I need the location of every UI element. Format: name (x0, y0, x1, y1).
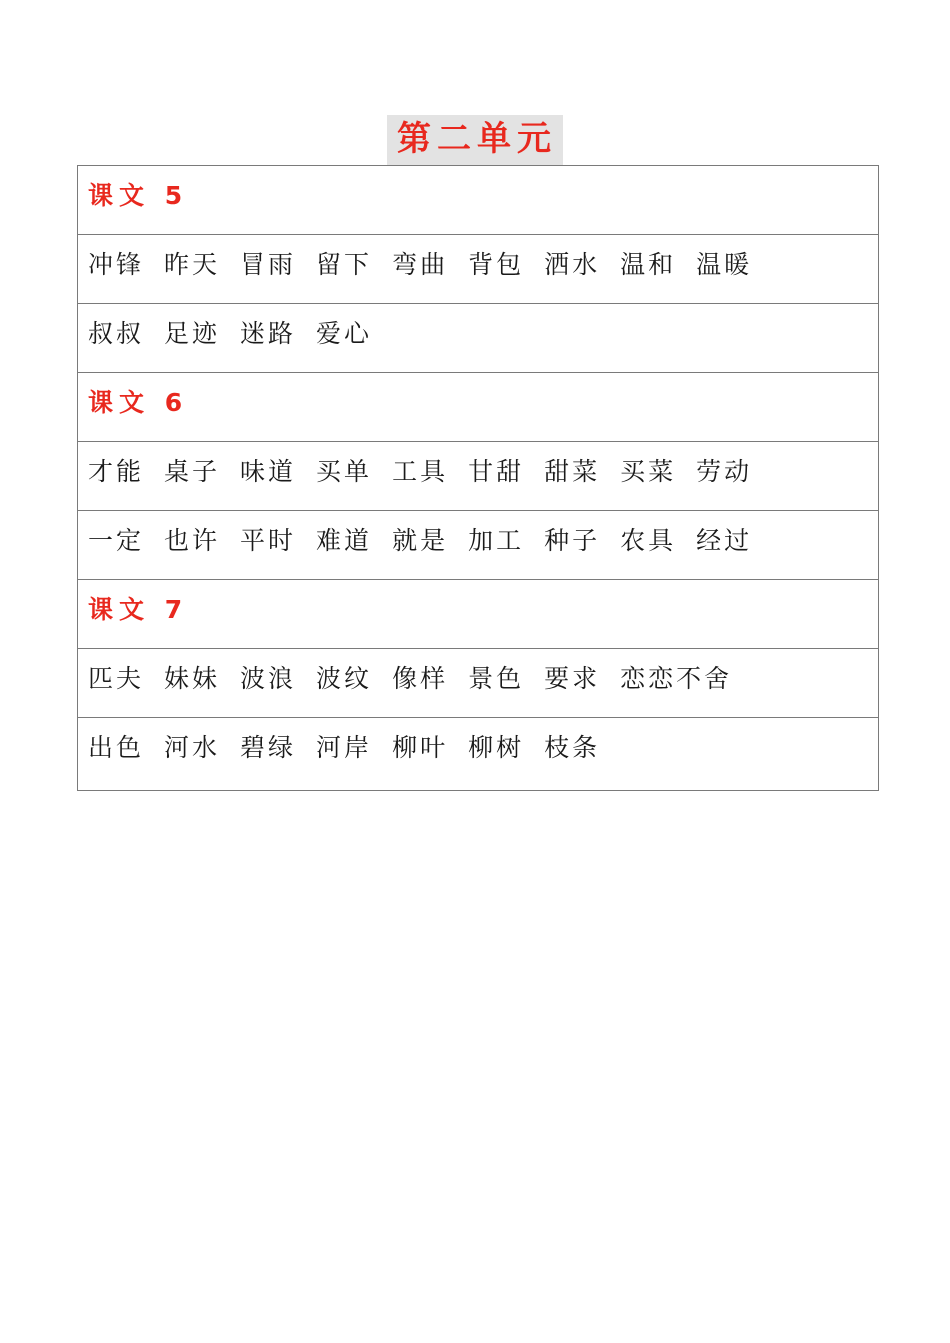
word-row (78, 511, 878, 580)
vocab-word: 昨天 (164, 250, 221, 279)
vocab-word: 迷路 (240, 319, 297, 348)
vocab-word: 叔叔 (88, 319, 145, 348)
vocab-word: 像样 (392, 664, 449, 693)
lesson-header-row (78, 373, 878, 442)
vocab-word: 一定 (88, 526, 145, 555)
vocab-word: 温暖 (696, 250, 753, 279)
word-row (78, 235, 878, 304)
row-content (88, 450, 868, 490)
vocab-word: 河水 (164, 733, 221, 762)
row-content (88, 588, 868, 628)
vocab-word: 甜菜 (544, 457, 601, 486)
vocab-word: 难道 (316, 526, 373, 555)
word-row (78, 718, 878, 790)
vocab-word: 温和 (620, 250, 677, 279)
word-row (78, 442, 878, 511)
lesson-label: 课文 7 (88, 595, 189, 624)
row-content (88, 243, 868, 283)
row-content (88, 657, 868, 697)
vocab-word: 加工 (468, 526, 525, 555)
word-row (78, 649, 878, 718)
vocab-word: 妹妹 (164, 664, 221, 693)
lesson-label: 课文 5 (88, 181, 189, 210)
vocab-word: 要求 (544, 664, 601, 693)
vocab-word: 足迹 (164, 319, 221, 348)
vocab-word: 恋恋不舍 (620, 664, 733, 693)
vocab-word: 冒雨 (240, 250, 297, 279)
vocab-word: 背包 (468, 250, 525, 279)
unit-title: 第二单元 (387, 115, 563, 165)
vocab-word: 就是 (392, 526, 449, 555)
vocab-word: 波纹 (316, 664, 373, 693)
row-content (88, 174, 868, 214)
vocab-word: 河岸 (316, 733, 373, 762)
vocab-word: 留下 (316, 250, 373, 279)
vocab-word: 买菜 (620, 457, 677, 486)
vocab-word: 枝条 (544, 733, 601, 762)
vocab-word: 劳动 (696, 457, 753, 486)
vocab-word: 爱心 (316, 319, 373, 348)
vocab-word: 农具 (620, 526, 677, 555)
vocab-table (77, 165, 879, 791)
vocab-word: 经过 (696, 526, 753, 555)
vocab-word: 买单 (316, 457, 373, 486)
vocab-word: 甘甜 (468, 457, 525, 486)
vocab-word: 桌子 (164, 457, 221, 486)
row-content (88, 519, 868, 559)
vocab-word: 洒水 (544, 250, 601, 279)
row-content (88, 381, 868, 421)
lesson-label: 课文 6 (88, 388, 189, 417)
vocab-word: 出色 (88, 733, 145, 762)
row-content (88, 312, 868, 352)
vocab-word: 才能 (88, 457, 145, 486)
vocab-word: 匹夫 (88, 664, 145, 693)
vocab-word: 碧绿 (240, 733, 297, 762)
vocab-word: 工具 (392, 457, 449, 486)
vocab-word: 味道 (240, 457, 297, 486)
lesson-header-row (78, 580, 878, 649)
title-wrap (0, 115, 950, 165)
vocab-word: 冲锋 (88, 250, 145, 279)
row-content (88, 726, 868, 766)
vocab-word: 也许 (164, 526, 221, 555)
vocab-word: 柳树 (468, 733, 525, 762)
vocab-word: 柳叶 (392, 733, 449, 762)
vocab-word: 弯曲 (392, 250, 449, 279)
vocab-word: 景色 (468, 664, 525, 693)
vocab-word: 平时 (240, 526, 297, 555)
vocab-word: 波浪 (240, 664, 297, 693)
lesson-header-row (78, 166, 878, 235)
vocab-word: 种子 (544, 526, 601, 555)
word-row (78, 304, 878, 373)
